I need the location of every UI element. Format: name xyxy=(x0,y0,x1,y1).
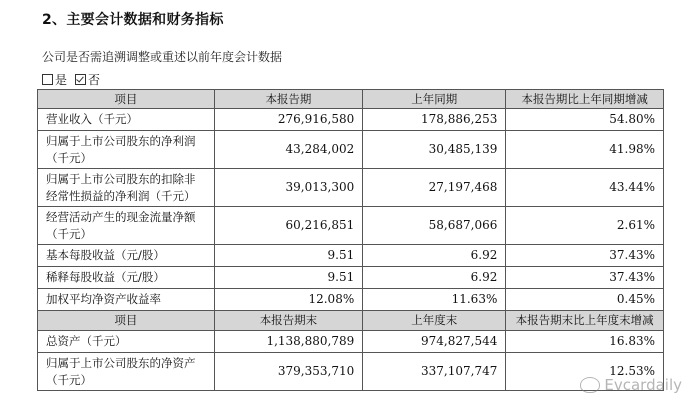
row-prior: 974,827,544 xyxy=(363,331,506,353)
table-row xyxy=(38,331,664,353)
choice-yes xyxy=(42,71,67,88)
watermark-text: Evcardaily xyxy=(604,376,682,394)
row-prior: 11.63% xyxy=(363,289,506,311)
table-row xyxy=(38,169,664,207)
choice-yes-label: 是 xyxy=(55,73,68,87)
checkbox-no-checked xyxy=(75,74,86,85)
row-item: 稀释每股收益（元/股） xyxy=(38,267,215,289)
table-row xyxy=(38,267,664,289)
row-change: 54.80% xyxy=(506,109,664,131)
section-title: 2、主要会计数据和财务指标 xyxy=(42,12,224,28)
row-change: 16.83% xyxy=(506,331,664,353)
financial-indicators-table xyxy=(37,89,664,391)
header-change: 本报告期比上年同期增减 xyxy=(506,90,664,109)
row-item: 经营活动产生的现金流量净额（千元） xyxy=(38,207,215,245)
restate-question: 公司是否需追溯调整或重述以前年度会计数据 xyxy=(42,50,283,64)
row-prior: 27,197,468 xyxy=(363,169,506,207)
row-change: 12.53% xyxy=(506,353,664,391)
row-prior: 6.92 xyxy=(363,267,506,289)
checkbox-yes xyxy=(42,74,53,85)
row-item: 营业收入（千元） xyxy=(38,109,215,131)
row-current: 9.51 xyxy=(214,267,363,289)
row-change: 2.61% xyxy=(506,207,664,245)
table-row xyxy=(38,245,664,267)
row-prior: 6.92 xyxy=(363,245,506,267)
row-current: 276,916,580 xyxy=(214,109,363,131)
table-row xyxy=(38,353,664,391)
row-current: 12.08% xyxy=(214,289,363,311)
row-current: 379,353,710 xyxy=(214,353,363,391)
table-row xyxy=(38,207,664,245)
table2-header-row xyxy=(38,311,664,331)
row-item: 加权平均净资产收益率 xyxy=(38,289,215,311)
header-prior: 上年度末 xyxy=(363,311,506,331)
row-current: 9.51 xyxy=(214,245,363,267)
row-change: 0.45% xyxy=(506,289,664,311)
header-prior: 上年同期 xyxy=(363,90,506,109)
header-item: 项目 xyxy=(38,311,215,331)
row-change: 37.43% xyxy=(506,267,664,289)
row-change: 41.98% xyxy=(506,131,664,169)
weibo-logo-icon xyxy=(580,377,600,393)
row-prior: 337,107,747 xyxy=(363,353,506,391)
header-item: 项目 xyxy=(38,90,215,109)
row-item: 归属于上市公司股东的扣除非经常性损益的净利润（千元） xyxy=(38,169,215,207)
row-current: 60,216,851 xyxy=(214,207,363,245)
choice-no-label: 否 xyxy=(88,73,101,87)
row-prior: 30,485,139 xyxy=(363,131,506,169)
header-change: 本报告期末比上年度末增减 xyxy=(506,311,664,331)
row-current: 39,013,300 xyxy=(214,169,363,207)
row-item: 归属于上市公司股东的净利润（千元） xyxy=(38,131,215,169)
choice-no xyxy=(75,71,100,88)
row-item: 基本每股收益（元/股） xyxy=(38,245,215,267)
row-current: 43,284,002 xyxy=(214,131,363,169)
table-row xyxy=(38,109,664,131)
restate-choices xyxy=(42,71,106,88)
watermark xyxy=(580,376,682,394)
table-row xyxy=(38,289,664,311)
table1-header-row xyxy=(38,90,664,109)
row-prior: 178,886,253 xyxy=(363,109,506,131)
row-item: 归属于上市公司股东的净资产（千元） xyxy=(38,353,215,391)
header-current: 本报告期 xyxy=(214,90,363,109)
row-current: 1,138,880,789 xyxy=(214,331,363,353)
row-prior: 58,687,066 xyxy=(363,207,506,245)
table-row xyxy=(38,131,664,169)
row-change: 43.44% xyxy=(506,169,664,207)
row-item: 总资产（千元） xyxy=(38,331,215,353)
header-current: 本报告期末 xyxy=(214,311,363,331)
row-change: 37.43% xyxy=(506,245,664,267)
